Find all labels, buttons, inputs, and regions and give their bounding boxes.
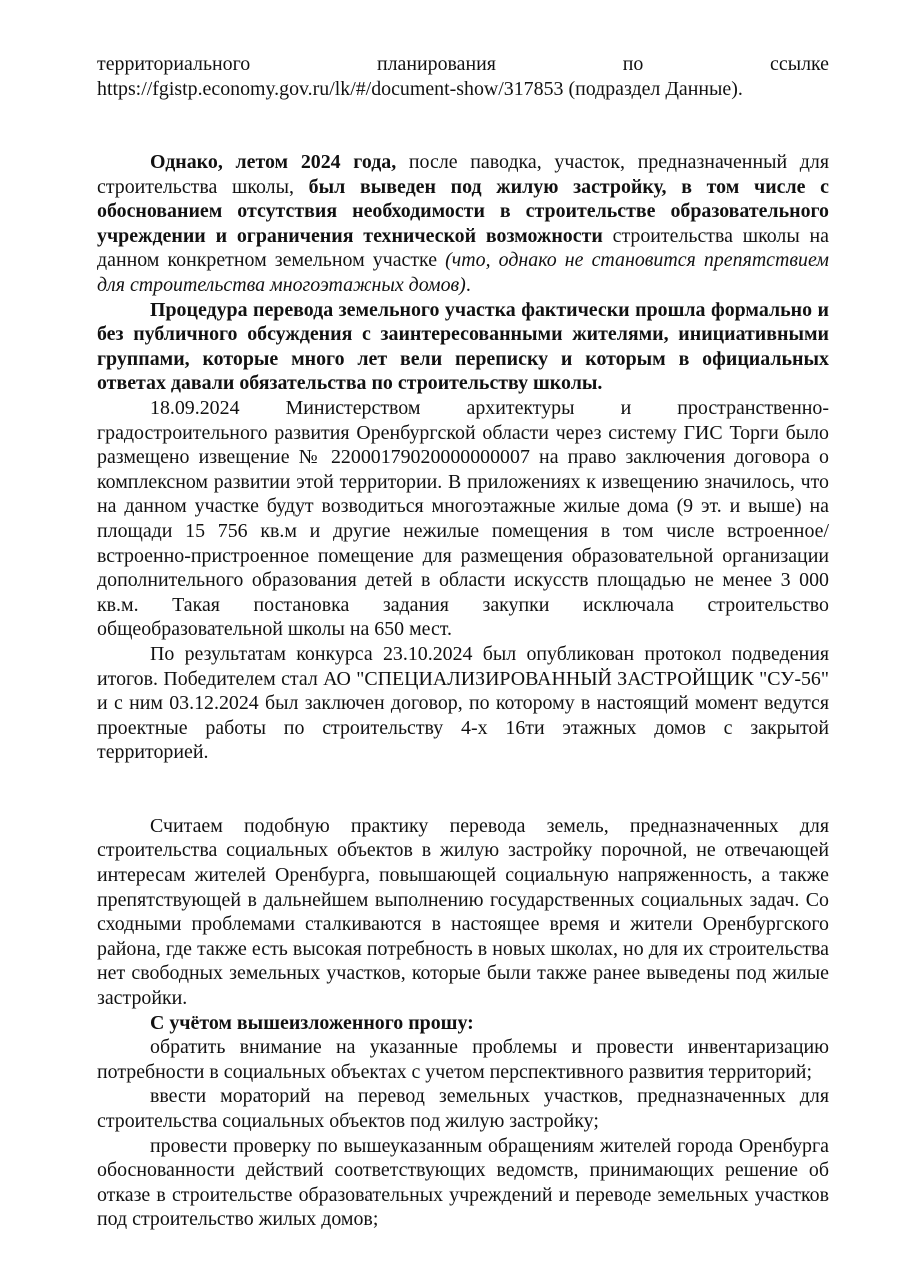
request-item-text: ввести мораторий на перевод земельных участков, предназначенных для строительства социальных объектов под жилую застройку; — [97, 1085, 829, 1132]
bold-text: был выведен под жилую застройку, в том числе с обоснованием отсутствия необходимости в строительстве образовательного учреждении и ограничения технической возможности — [97, 175, 830, 247]
bold-text: Однако, летом 2024 года, — [150, 151, 397, 174]
request-item-text: провести проверку по вышеуказанным обращениям жителей города Оренбурга обоснованности действий соответствующих ведомств, принимающих решение об отказе в строительстве образовательных учреждений и переводе земельных участков под строительство жилых домов; — [97, 1134, 829, 1231]
heading-text: С учётом вышеизложенного прошу: — [150, 1011, 474, 1034]
paragraph-link-url — [97, 77, 829, 102]
paragraph-position — [97, 814, 829, 1011]
body-text: По результатам конкурса 23.10.2024 был опубликован протокол подведения итогов. Победителем стал АО "СПЕЦИАЛИЗИРОВАННЫЙ ЗАСТРОЙЩИК "СУ-56" и с ним 03.12.2024 был заключен договор, по которому в настоящий момент ведутся проектные работы по строительству 4-х 16ти этажных домов с закрытой территорией. — [97, 642, 829, 764]
paragraph-tender-notice — [97, 396, 829, 642]
request-item — [97, 1084, 829, 1133]
request-heading — [97, 1011, 829, 1036]
document-link-url: https://fgistp.economy.gov.ru/lk/#/document-show/317853 (подраздел Данные). — [97, 77, 743, 100]
request-item — [97, 1134, 829, 1232]
paragraph-summer-2024 — [97, 150, 829, 298]
body-text: 18.09.2024 Министерством архитектуры и пространственно-градостроительного развития Оренбургской области через систему ГИС Торги было размещено извещение № 22000179020000000007 на право заключения договора о комплексном развитии этой территории. В приложениях к извещению значилось, что на данном участке будут возводиться многоэтажные жилые дома (9 эт. и выше) на площади 15 756 кв.м и другие нежилые помещения в том числе встроенное/встроенно-пристроенное помещение для размещения образовательной организации дополнительного образования детей в области искусств площадью не менее 3 000 кв.м. Такая постановка задания закупки исключала строительство общеобразовательной школы на 650 мест. — [97, 397, 829, 641]
request-item-text: обратить внимание на указанные проблемы и провести инвентаризацию потребности в социальных объектах с учетом перспективного развития территорий; — [97, 1036, 829, 1083]
body-text: после паводка, участок, предназначенный для строительства школы, — [97, 151, 830, 198]
body-text: строительства школы на данном конкретном земельном участке — [97, 224, 829, 272]
paragraph-link-continuation — [97, 52, 829, 77]
body-text: . — [465, 274, 471, 297]
bold-text: Процедура перевода земельного участка фактически прошла формально и без публичного обсуждения с заинтересованными жителями, инициативными группами, которые много лет вели переписку и которым в официальных ответах давали обязательства по строительству школы. — [97, 298, 829, 395]
request-item — [97, 1035, 829, 1084]
paragraph-procedure — [97, 298, 829, 396]
paragraph-tender-results — [97, 642, 829, 765]
paragraph-link-intro-text: территориального планирования по ссылке — [97, 53, 829, 75]
body-text: Считаем подобную практику перевода земель, предназначенных для строительства социальных объектов в жилую застройку порочной, не отвечающей интересам жителей Оренбурга, повышающей социальную напряженность, а также препятствующей в дальнейшем выполнению государственных социальных задач. Со сходными проблемами сталкиваются в настоящее время и жители Оренбургского района, где также есть высокая потребность в новых школах, но для их строительства нет свободных земельных участков, которые были также ранее выведены под жилые застройки. — [97, 814, 829, 1009]
italic-text: (что, однако не становится препятствием для строительства многоэтажных домов) — [97, 249, 829, 297]
